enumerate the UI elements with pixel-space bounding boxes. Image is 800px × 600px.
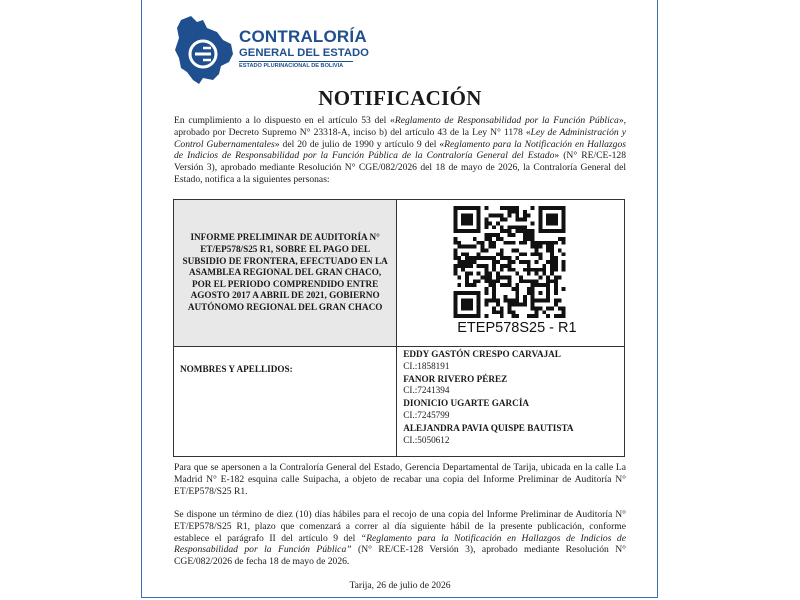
intro-paragraph — [174, 115, 626, 186]
term-paragraph — [174, 509, 626, 568]
names-row — [174, 347, 625, 457]
qr-code-icon — [453, 206, 566, 318]
person-name: ALEJANDRA PAVIA QUISPE BAUTISTA — [403, 422, 574, 433]
intro-text-3: » del 20 de julio de 1990 y artículo 9 del « — [274, 138, 445, 150]
intro-italic-1: Reglamento de Responsabilidad por la Función Pública — [394, 115, 619, 126]
qr-cell — [397, 200, 625, 347]
person-ci: CI.:7245799 — [403, 409, 450, 420]
person-name: DIONICIO UGARTE GARCÍA — [403, 398, 530, 409]
address-paragraph: Para que se apersonen a la Contraloría General del Estado, Gerencia Departamental de Tarija, ubicada en la calle La Madrid N° E-182 esquina calle Suipacha, a objeto de recabar una copia del Informe Preliminar de Auditoría N° ET/EP578/S25 R1. — [174, 462, 626, 497]
intro-text-1: En cumplimiento a lo dispuesto en el artículo 53 del « — [174, 115, 395, 126]
logo-title: CONTRALORÍA — [239, 27, 367, 46]
logo-subtitle: GENERAL DEL ESTADO — [239, 47, 369, 59]
bolivia-map-icon — [173, 14, 239, 86]
report-description: INFORME PRELIMINAR DE AUDITORÍA N° ET/EP578/S25 R1, SOBRE EL PAGO DEL SUBSIDIO DE FRONTERA, EFECTUADO EN LA ASAMBLEA REGIONAL DEL GRAN CHACO, POR EL PERIODO COMPRENDIDO ENTRE AGOSTO 2017 A ABRIL DE 2021, GOBIERNO AUTÓNOMO REGIONAL DEL GRAN CHACO — [174, 200, 397, 347]
person-ci: CI.:7241394 — [403, 385, 450, 396]
person-name: EDDY GASTÓN CRESPO CARVAJAL — [403, 349, 561, 359]
logo-divider — [239, 61, 353, 62]
report-row — [174, 200, 625, 347]
intro-italic-2: Ley de Administración y Control Gubernamentales — [174, 126, 626, 150]
intro-text-4: » (N° RE/CE-128 Versión 3), aprobado mediante Resolución N° CGE/082/2026 del 18 de mayo de 2026, la Contraloría General del Estado, notifica a la siguientes personas: — [174, 150, 626, 185]
intro-text-2: », aprobado por Decreto Supremo N° 23318-A, inciso b) del artículo 43 de la Ley N° 1178 « — [174, 115, 627, 138]
term-text-1: Se dispone un término de diez (10) días hábiles para el recojo de una copia del Informe Preliminar de Auditoría N° ET/EP578/S25 R1, plazo que comenzará a correr al día siguiente hábil de la presente publicación, conforme establece el parágrafo II del artículo 9 del — [174, 509, 626, 544]
person-name: FANOR RIVERO PÉREZ — [403, 373, 508, 384]
contraloria-logo — [173, 14, 373, 86]
logo-tagline: ESTADO PLURINACIONAL DE BOLIVIA — [239, 63, 344, 69]
term-italic: “Reglamento para la Notificación en Hallazgos de Indicios de Responsabilidad por la Función Pública” — [174, 532, 626, 556]
qr-label: ETEP578S25 - R1 — [457, 320, 577, 336]
person-ci: CI.:5050612 — [403, 434, 450, 445]
intro-italic-3: Reglamento para la Notificación en Hallazgos de Indicios de Responsabilidad por la Función Pública de la Contraloría General del Estado — [174, 138, 626, 162]
term-text-2: (N° RE/CE-128 Versión 3), aprobado mediante Resolución N° CGE/082/2026 de fecha 18 de mayo de 2026. — [174, 544, 626, 568]
signature-date: Tarija, 26 de julio de 2026 — [349, 580, 451, 591]
notification-table — [173, 199, 625, 457]
person-ci: CI.:1858191 — [403, 360, 450, 371]
names-label: NOMBRES Y APELLIDOS: — [180, 364, 293, 374]
names-label-cell — [174, 347, 397, 457]
page-title: NOTIFICACIÓN — [318, 86, 482, 110]
names-list — [397, 347, 625, 457]
